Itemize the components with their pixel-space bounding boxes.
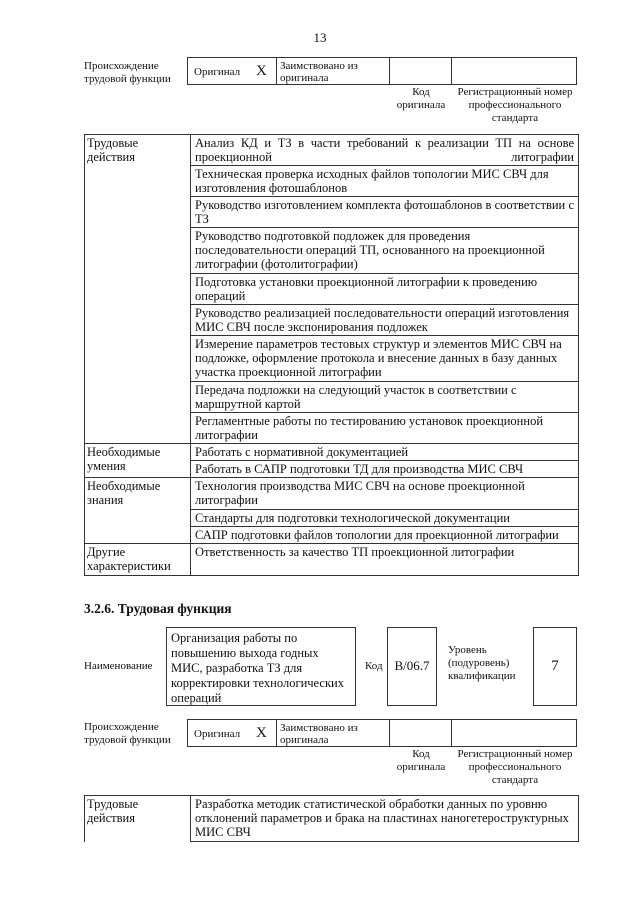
original-mark: X: [256, 725, 267, 741]
table-row: [85, 478, 579, 510]
original-text: Оригинал: [194, 728, 241, 740]
level-box: 7: [533, 627, 577, 706]
table-row: [85, 305, 579, 336]
skills-label: Необходимые умения: [85, 444, 191, 478]
table-cell: Техническая проверка исходных файлов топологии МИС СВЧ для изготовления фотошаблонов: [191, 166, 579, 197]
page-number: 13: [313, 30, 327, 45]
borrowed-text: Заимствовано из оригинала: [280, 722, 358, 746]
labour-table-bottom: [84, 795, 579, 842]
code-box: В/06.7: [387, 627, 437, 706]
table-row: [85, 166, 579, 197]
table-cell: Передача подложки на следующий участок в соответствии с маршрутной картой: [191, 382, 579, 413]
table-row: [85, 197, 579, 228]
table-cell: Руководство подготовкой подложек для проведения последовательности операций ТП, основанного на проекционной литографии (фотолитографии): [191, 228, 579, 274]
table-cell: Регламентные работы по тестированию установок проекционной литографии: [191, 413, 579, 444]
original-text: Оригинал: [194, 66, 241, 78]
table-cell: Руководство реализацией последовательности операций изготовления МИС СВЧ после экспонирования подложек: [191, 305, 579, 336]
original-cell: [187, 57, 277, 85]
original-cell: [187, 719, 277, 747]
table-cell: Технология производства МИС СВЧ на основе проекционной литографии: [191, 478, 579, 510]
labour-actions-label: Трудовые действия: [85, 135, 191, 166]
labour-table-top: [84, 134, 579, 576]
table-row: [85, 336, 579, 382]
code-original-cell: [389, 57, 452, 85]
table-row: [85, 444, 579, 461]
table-cell: Ответственность за качество ТП проекционной литографии: [191, 544, 579, 576]
table-row: [85, 544, 579, 576]
reg-number-cell: [451, 719, 577, 747]
table-row: [85, 413, 579, 444]
table-cell: САПР подготовки файлов топологии для проекционной литографии: [191, 527, 579, 544]
table-cell: Анализ КД и ТЗ в части требований к реализации ТП на основе проекционной литографии: [191, 135, 579, 166]
code-original-caption: Код оригинала: [396, 748, 446, 773]
borrowed-cell: [276, 57, 390, 85]
code-label: Код: [365, 660, 383, 672]
origin-label: Происхождение трудовой функции: [84, 60, 171, 85]
code-original-caption: Код оригинала: [396, 86, 446, 111]
reg-number-caption: Регистрационный номер профессионального стандарта: [457, 86, 573, 124]
table-cell: Работать с нормативной документацией: [191, 444, 579, 461]
level-label: Уровень (подуровень) квалификации: [448, 644, 516, 682]
table-row: [85, 135, 579, 166]
table-row: [85, 796, 579, 842]
table-row: [85, 382, 579, 413]
reg-number-caption: Регистрационный номер профессионального стандарта: [457, 748, 573, 786]
table-cell: Руководство изготовлением комплекта фотошаблонов в соответствии с ТЗ: [191, 197, 579, 228]
reg-number-cell: [451, 57, 577, 85]
table-cell: Работать в САПР подготовки ТД для производства МИС СВЧ: [191, 461, 579, 478]
other-label: Другие характеристики: [85, 544, 191, 576]
function-name-box: Организация работы по повышению выхода годных МИС, разработка ТЗ для корректировки технологических операций: [166, 627, 356, 706]
section-title: 3.2.6. Трудовая функция: [84, 601, 232, 616]
original-mark: X: [256, 63, 267, 79]
code-original-cell: [389, 719, 452, 747]
borrowed-cell: [276, 719, 390, 747]
knowledge-label: Необходимые знания: [85, 478, 191, 544]
table-cell: Стандарты для подготовки технологической документации: [191, 510, 579, 527]
table-row: [85, 274, 579, 305]
labour-actions-label: Трудовые действия: [85, 796, 191, 842]
table-row: [85, 228, 579, 274]
table-cell: Измерение параметров тестовых структур и элементов МИС СВЧ на подложке, оформление протокола и внесение данных в базу данных участка проекционной литографии: [191, 336, 579, 382]
origin-label: Происхождение трудовой функции: [84, 721, 171, 746]
name-label: Наименование: [84, 660, 153, 672]
borrowed-text: Заимствовано из оригинала: [280, 60, 358, 84]
table-cell: Разработка методик статистической обработки данных по уровню отклонений параметров и брака на пластинах наногетероструктурных МИС СВЧ: [191, 796, 579, 842]
table-cell: Подготовка установки проекционной литографии к проведению операций: [191, 274, 579, 305]
